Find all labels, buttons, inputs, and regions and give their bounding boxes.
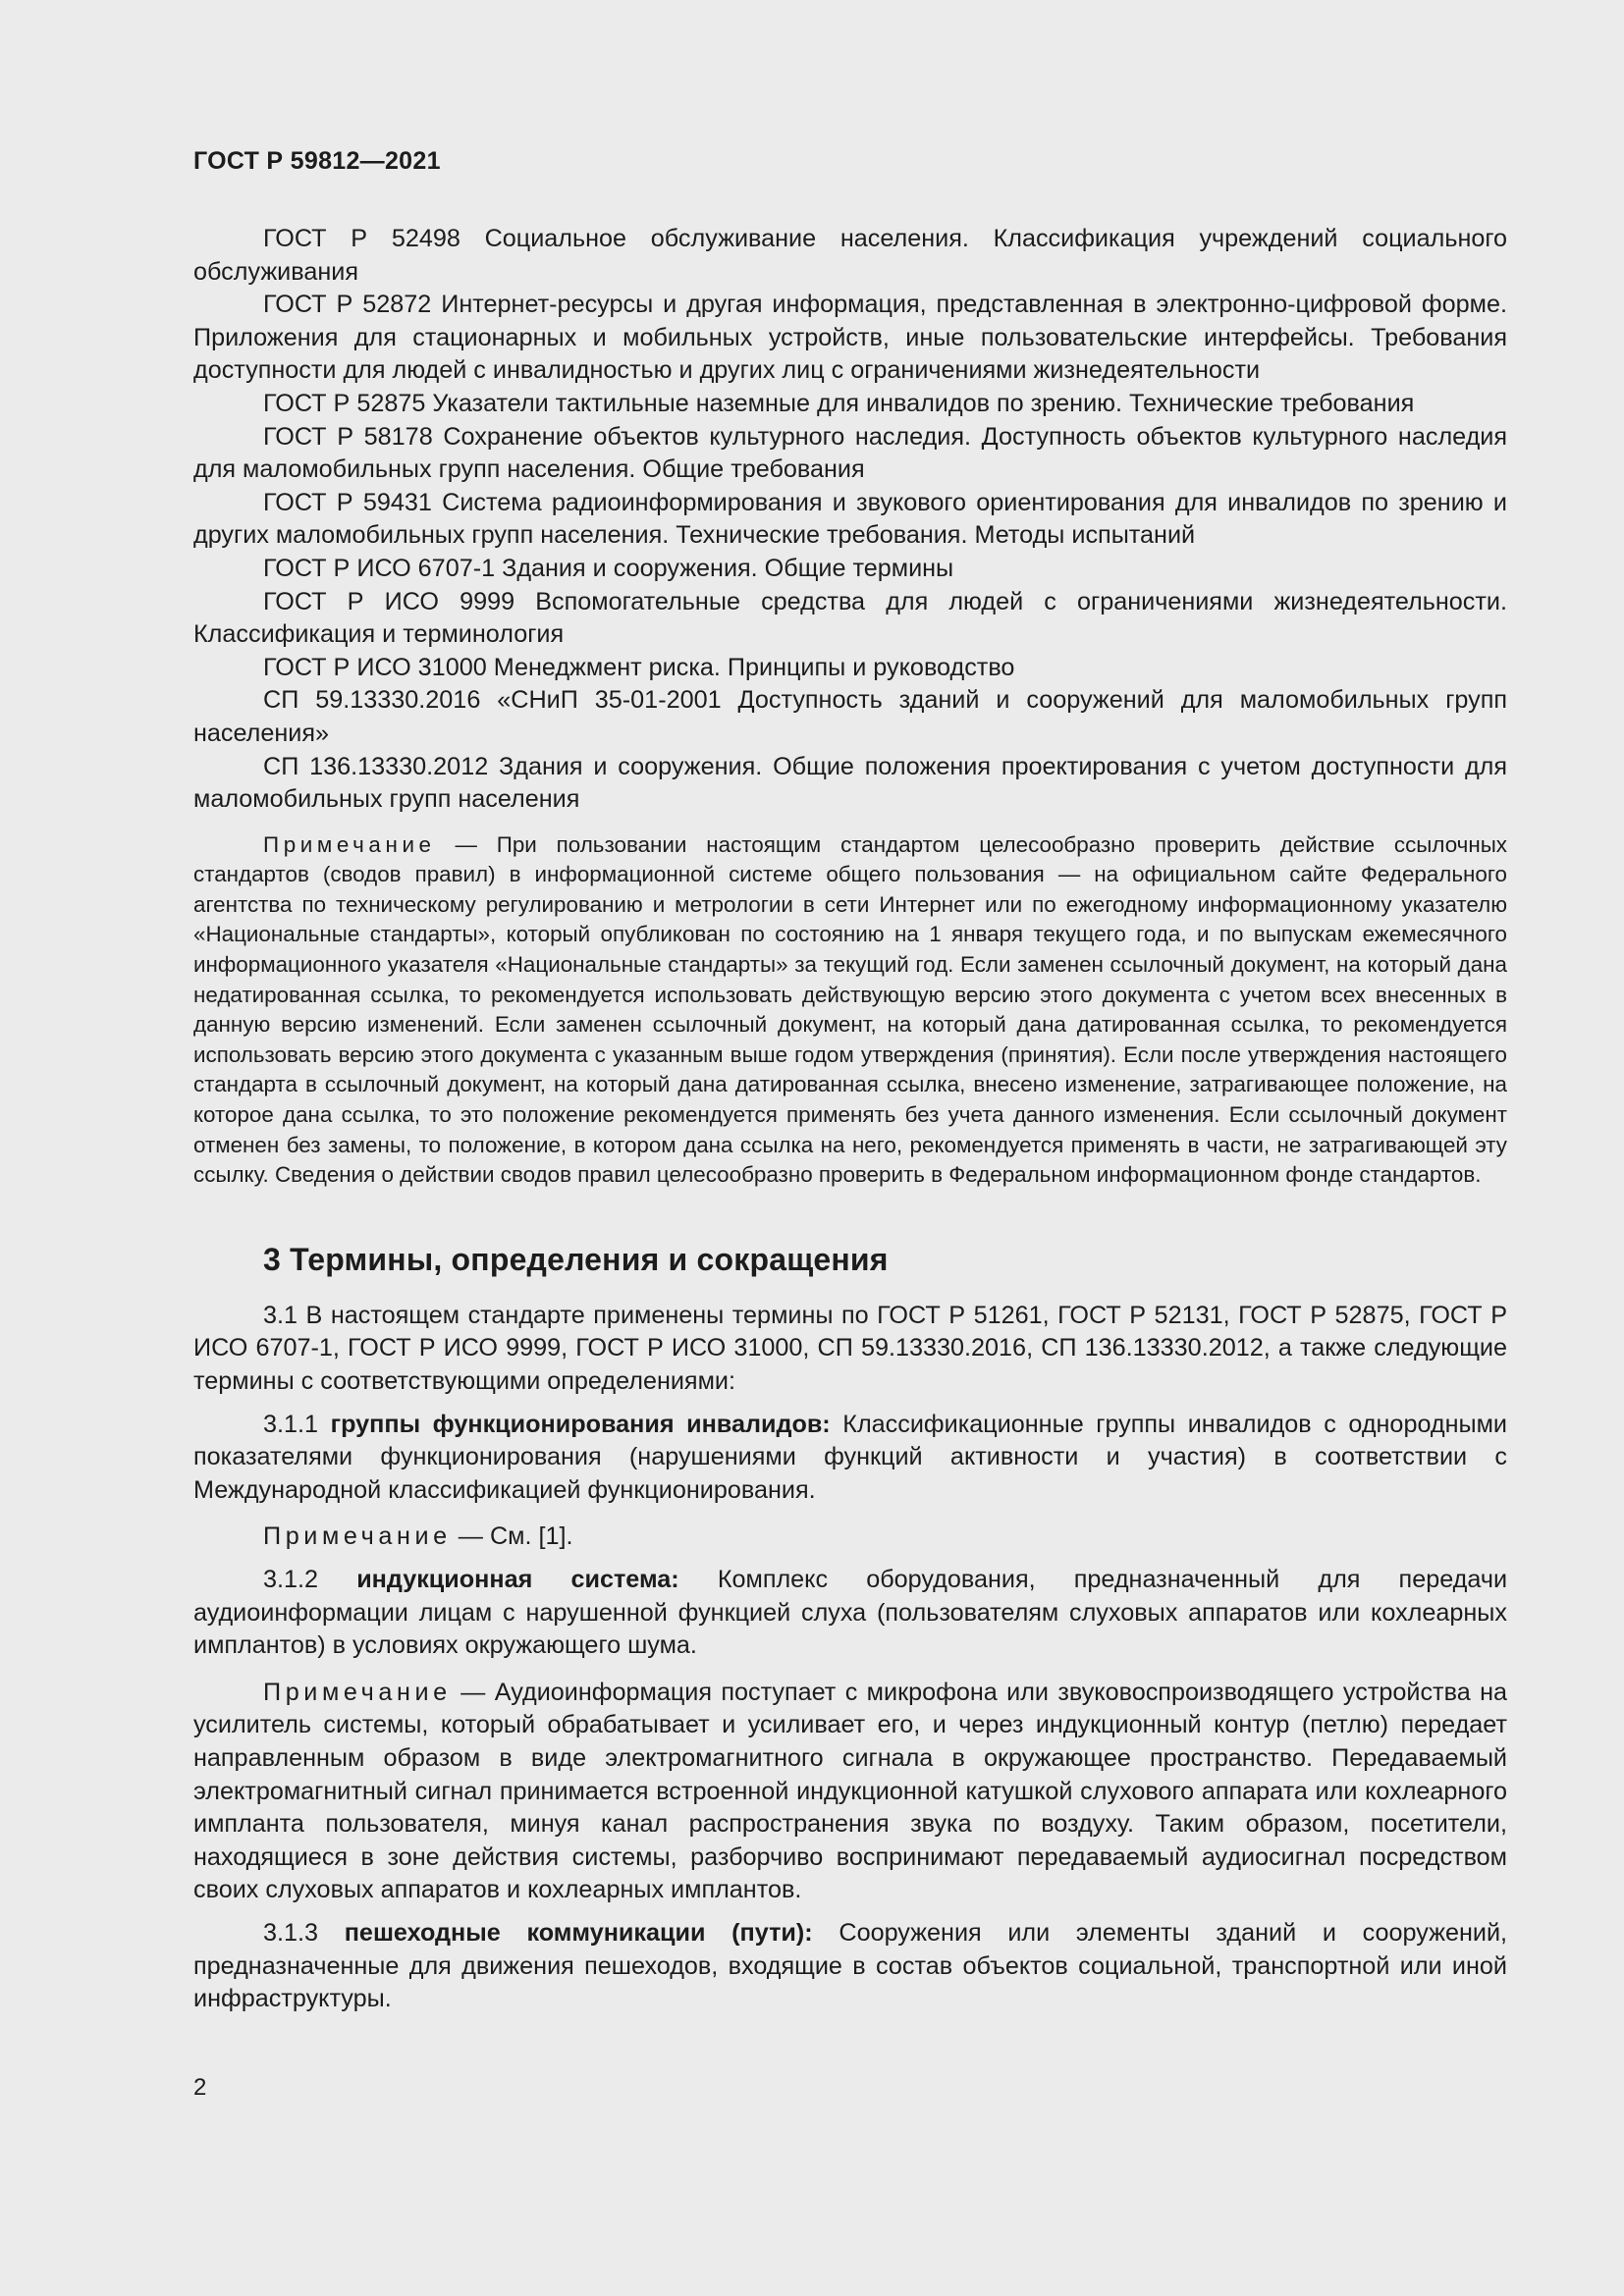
term-note-text: — Аудиоинформация поступает с микрофона или звуковоспроизводящего устройства на усилитель системы, который обрабатывает и усиливает его, и через индукционный контур (петлю) передает направленным образом в виде электромагнитного сигнала в окружающее пространство. Передаваемый электромагнитный сигнал принимается встроенной индукционной катушкой слухового аппарата или кохлеарного импланта пользователя, минуя канал распространения звука по воздуху. Таким образом, посетители, находящиеся в зоне действия системы, разборчиво воспринимают передаваемый аудиосигнал посредством своих слуховых аппаратов и кохлеарных имплантов. [193, 1678, 1507, 1904]
term-number: 3.1.2 [263, 1565, 319, 1593]
term-name: индукционная система: [356, 1565, 679, 1593]
normative-references-list [193, 223, 1507, 817]
reference-item: ГОСТ Р 59431 Система радиоинформирования и звукового ориентирования для инвалидов по зрению и других маломобильных групп населения. Технические требования. Методы испытаний [193, 488, 1507, 550]
references-note [193, 830, 1507, 1191]
reference-item: ГОСТ Р 52872 Интернет-ресурсы и другая информация, представленная в электронно-цифровой форме. Приложения для стационарных и мобильных устройств, иные пользовательские интерфейсы. Требования доступности для людей с инвалидностью и других лиц с ограничениями жизнедеятельности [193, 291, 1507, 385]
term-entry [193, 1564, 1507, 1663]
document-header: ГОСТ Р 59812—2021 [193, 147, 441, 175]
term-definition: Классификационные группы инвалидов с однородными показателями функционирования (нарушениями функций активности и участия) в соответствии с Международной классификацией функционирования. [193, 1410, 1507, 1504]
section-title: 3 Термины, определения и сокращения [263, 1241, 889, 1277]
term-note [193, 1677, 1507, 1907]
reference-item: ГОСТ Р 58178 Сохранение объектов культурного наследия. Доступность объектов культурного наследия для маломобильных групп населения. Общие требования [193, 422, 1507, 484]
document-page [193, 147, 1507, 2016]
reference-item: ГОСТ Р ИСО 31000 Менеджмент риска. Принципы и руководство [263, 653, 1015, 681]
reference-item: ГОСТ Р 52498 Социальное обслуживание населения. Классификация учреждений социального обслуживания [193, 225, 1507, 286]
reference-item: ГОСТ Р 52875 Указатели тактильные наземные для инвалидов по зрению. Технические требования [263, 389, 1415, 417]
term-number: 3.1.1 [263, 1410, 319, 1438]
page-number: 2 [193, 2074, 207, 2101]
term-name: группы функционирования инвалидов: [330, 1410, 831, 1438]
term-entry [193, 1409, 1507, 1508]
term-entry [193, 1917, 1507, 2016]
reference-item: ГОСТ Р ИСО 9999 Вспомогательные средства для людей с ограничениями жизнедеятельности. Классификация и терминология [193, 587, 1507, 649]
section-intro: 3.1 В настоящем стандарте применены термины по ГОСТ Р 51261, ГОСТ Р 52131, ГОСТ Р 52875, ГОСТ Р ИСО 6707-1, ГОСТ Р ИСО 9999, ГОСТ Р ИСО 31000, СП 59.13330.2016, СП 136.13330.2012, а также следующие термины с соответствующими определениями: [193, 1301, 1507, 1395]
references-note-text: — При пользовании настоящим стандартом целесообразно проверить действие ссылочных стандартов (сводов правил) в информационной системе общего пользования — на официальном сайте Федерального агентства по техническому регулированию и метрологии в сети Интернет или по ежегодному информационному указателю «Национальные стандарты», который опубликован по состоянию на 1 января текущего года, и по выпускам ежемесячного информационного указателя «Национальные стандарты» за текущий год. Если заменен ссылочный документ, на который дана недатированная ссылка, то рекомендуется использовать действующую версию этого документа с учетом всех внесенных в данную версию изменений. Если заменен ссылочный документ, на который дана датированная ссылка, то рекомендуется использовать версию этого документа с указанным выше годом утверждения (принятия). Если после утверждения настоящего стандарта в ссылочный документ, на который дана датированная ссылка, внесено изменение, затрагивающее положение, на которое дана ссылка, то это положение рекомендуется применять без учета данного изменения. Если ссылочный документ отменен без замены, то положение, в котором дана ссылка на него, рекомендуется применять в части, не затрагивающей эту ссылку. Сведения о действии сводов правил целесообразно проверить в Федеральном информационном фонде стандартов. [193, 831, 1507, 1188]
note-label: Примечание [263, 1678, 452, 1706]
term-note-text: — См. [1]. [458, 1522, 573, 1551]
section-body [193, 1300, 1507, 2016]
term-number: 3.1.3 [263, 1918, 319, 1947]
term-definition: Сооружения или элементы зданий и сооружений, предназначенные для движения пешеходов, входящие в состав объектов социальной, транспортной или иной инфраструктуры. [193, 1918, 1508, 2013]
note-label: Примечание [263, 1522, 452, 1551]
reference-item: СП 136.13330.2012 Здания и сооружения. Общие положения проектирования с учетом доступности для маломобильных групп населения [193, 752, 1507, 814]
note-label: Примечание [263, 831, 436, 857]
term-name: пешеходные коммуникации (пути): [344, 1918, 813, 1947]
term-note [193, 1521, 1507, 1554]
reference-item: СП 59.13330.2016 «СНиП 35-01-2001 Доступность зданий и сооружений для маломобильных групп населения» [193, 686, 1507, 747]
term-definition: Комплекс оборудования, предназначенный для передачи аудиоинформации лицам с нарушенной функцией слуха (пользователям слуховых аппаратов или кохлеарных имплантов) в условиях окружающего шума. [193, 1565, 1508, 1660]
reference-item: ГОСТ Р ИСО 6707-1 Здания и сооружения. Общие термины [263, 554, 954, 582]
